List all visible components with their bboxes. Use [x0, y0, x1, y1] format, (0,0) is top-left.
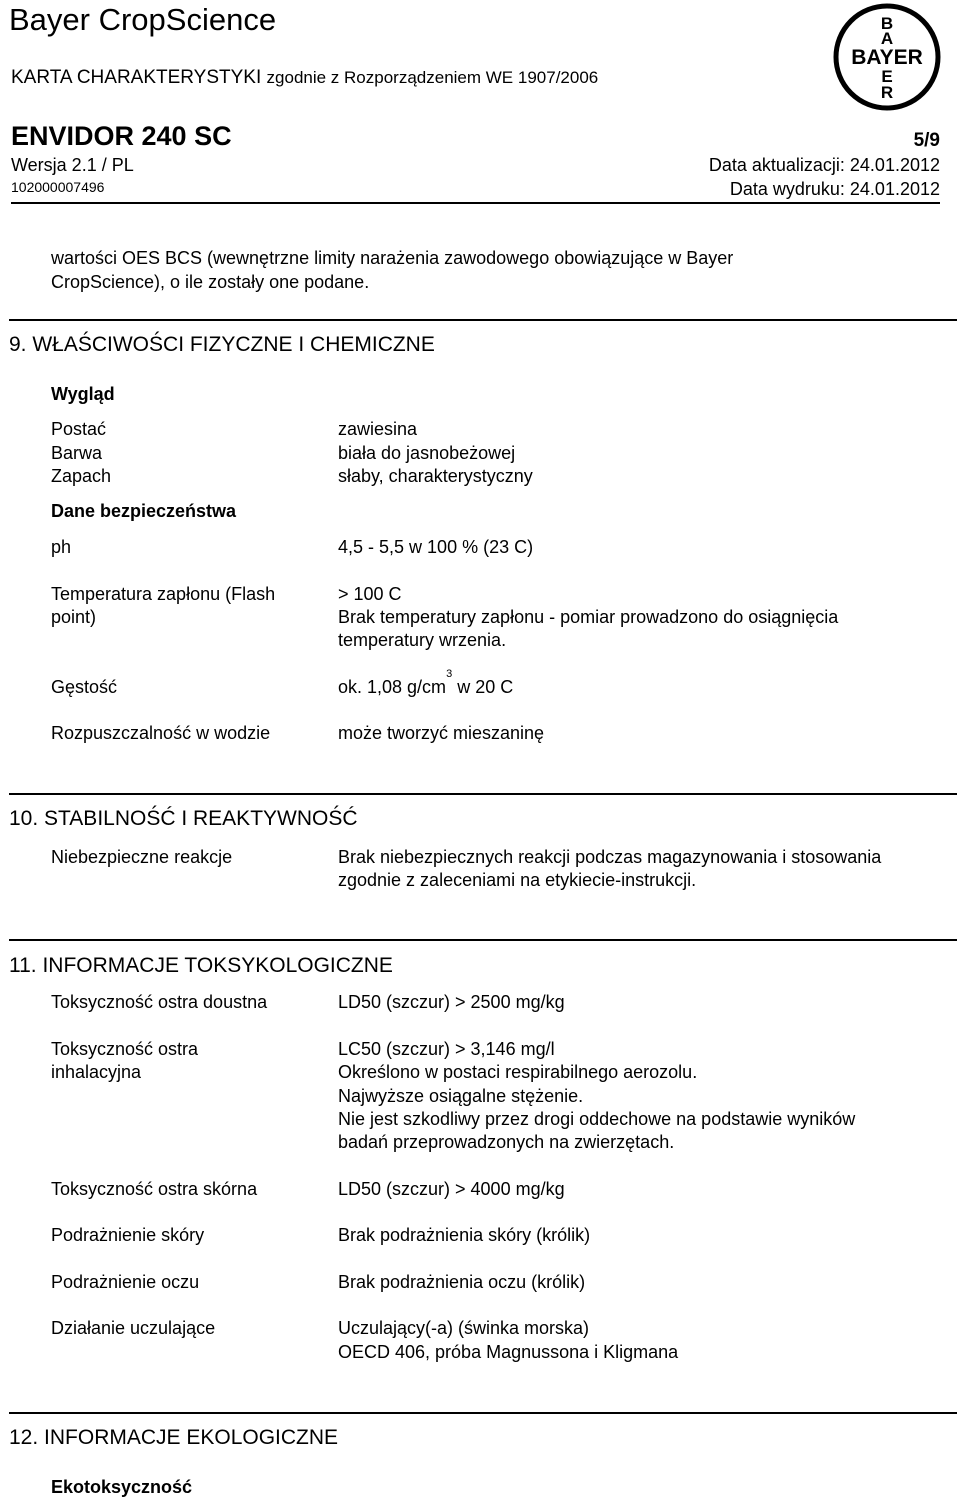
- acute-inhalation-toxicity-label-line-2: inhalacyjna: [51, 1062, 142, 1082]
- regulation-reference: zgodnie z Rozporządzeniem WE 1907/2006: [266, 68, 599, 87]
- ph-label: ph: [51, 537, 72, 557]
- hazardous-reactions-label: Niebezpieczne reakcje: [51, 847, 233, 867]
- svg-text:A: A: [880, 29, 894, 48]
- sensitization-label: Działanie uczulające: [51, 1318, 216, 1338]
- acute-oral-toxicity-value: LD50 (szczur) > 2500 mg/kg: [338, 992, 565, 1012]
- section-10-divider: [9, 793, 957, 795]
- eye-irritation-label: Podrażnienie oczu: [51, 1272, 200, 1292]
- density-value: [338, 668, 514, 700]
- svg-text:E: E: [881, 67, 893, 86]
- logo-letters-horizontal: BAYER: [851, 46, 923, 69]
- section-9-divider: [9, 319, 957, 321]
- color-value: biała do jasnobeżowej: [338, 443, 516, 463]
- flash-point-label-line-1: Temperatura zapłonu (Flash: [51, 584, 276, 604]
- acute-inhalation-toxicity-value-line-3: Najwyższe osiągalne stężenie.: [338, 1086, 584, 1106]
- version-label: Wersja 2.1 / PL: [11, 155, 134, 175]
- color-label: Barwa: [51, 443, 103, 463]
- brand-name: Bayer CropScience: [9, 2, 277, 37]
- section-12-divider: [9, 1412, 957, 1414]
- section-10-title: 10. STABILNOŚĆ I REAKTYWNOŚĆ: [9, 807, 358, 830]
- solubility-value: może tworzyć mieszaninę: [338, 723, 545, 743]
- logo-letters-top: B: [880, 14, 894, 33]
- flash-point-note-line-2: temperatury wrzenia.: [338, 630, 507, 650]
- eye-irritation-value: Brak podrażnienia oczu (królik): [338, 1272, 586, 1292]
- acute-oral-toxicity-label: Toksyczność ostra doustna: [51, 992, 268, 1012]
- section-12-title: 12. INFORMACJE EKOLOGICZNE: [9, 1426, 339, 1449]
- update-date: Data aktualizacji: 24.01.2012: [708, 155, 940, 175]
- header-divider: [11, 202, 940, 204]
- product-name: ENVIDOR 240 SC: [11, 121, 232, 151]
- flash-point-note-line-1: Brak temperatury zapłonu - pomiar prowadzono do osiągnięcia: [338, 607, 839, 627]
- acute-inhalation-toxicity-value-line-1: LC50 (szczur) > 3,146 mg/l: [338, 1039, 555, 1059]
- solubility-label: Rozpuszczalność w wodzie: [51, 723, 271, 743]
- logo-letters-bottom: R: [880, 83, 894, 102]
- section-11-divider: [9, 939, 957, 941]
- acute-inhalation-toxicity-value-line-4: Nie jest szkodliwy przez drogi oddechowe na podstawie wyników: [338, 1109, 856, 1129]
- document-number: 102000007496: [11, 179, 105, 195]
- sensitization-value-line-1: Uczulający(-a) (świnka morska): [338, 1318, 590, 1338]
- flash-point-value: > 100 C: [338, 584, 402, 604]
- skin-irritation-value: Brak podrażnienia skóry (królik): [338, 1225, 591, 1245]
- document-type-label: KARTA CHARAKTERYSTYKI: [11, 67, 262, 88]
- density-exponent: 3: [446, 668, 453, 680]
- acute-inhalation-toxicity-label-line-1: Toksyczność ostra: [51, 1039, 199, 1059]
- ph-value: 4,5 - 5,5 w 100 % (23 C): [338, 537, 534, 557]
- odor-label: Zapach: [51, 466, 112, 486]
- intro-line-1: wartości OES BCS (wewnętrzne limity narażenia zawodowego obowiązujące w Bayer: [51, 248, 734, 268]
- page-number: 5/9: [913, 130, 940, 151]
- odor-value: słaby, charakterystyczny: [338, 466, 533, 486]
- safety-data-heading: Dane bezpieczeństwa: [51, 501, 237, 521]
- section-9-title: 9. WŁAŚCIWOŚCI FIZYCZNE I CHEMICZNE: [9, 333, 435, 356]
- sensitization-value-line-2: OECD 406, próba Magnussona i Kligmana: [338, 1342, 679, 1362]
- intro-line-2: CropScience), o ile zostały one podane.: [51, 272, 370, 292]
- density-value-main: ok. 1,08 g/cm: [338, 677, 447, 697]
- acute-inhalation-toxicity-value-line-5: badań przeprowadzonych na zwierzętach.: [338, 1132, 675, 1152]
- bayer-cross-logo: [832, 2, 942, 112]
- skin-irritation-label: Podrażnienie skóry: [51, 1225, 205, 1245]
- acute-inhalation-toxicity-value-line-2: Określono w postaci respirabilnego aerozolu.: [338, 1062, 698, 1082]
- density-value-temp: w 20 C: [452, 677, 514, 697]
- flash-point-label-line-2: point): [51, 607, 97, 627]
- section-11-title: 11. INFORMACJE TOKSYKOLOGICZNE: [9, 954, 393, 977]
- hazardous-reactions-value-line-2: zgodnie z zaleceniami na etykiecie-instrukcji.: [338, 870, 697, 890]
- appearance-heading: Wygląd: [51, 384, 115, 404]
- form-label: Postać: [51, 419, 107, 439]
- hazardous-reactions-value-line-1: Brak niebezpiecznych reakcji podczas magazynowania i stosowania: [338, 847, 882, 867]
- density-label: Gęstość: [51, 677, 118, 697]
- acute-dermal-toxicity-label: Toksyczność ostra skórna: [51, 1179, 258, 1199]
- form-value: zawiesina: [338, 419, 418, 439]
- document-type: [11, 66, 598, 90]
- ecotoxicity-heading: Ekotoksyczność: [51, 1477, 193, 1497]
- acute-dermal-toxicity-value: LD50 (szczur) > 4000 mg/kg: [338, 1179, 565, 1199]
- print-date: Data wydruku: 24.01.2012: [729, 179, 940, 199]
